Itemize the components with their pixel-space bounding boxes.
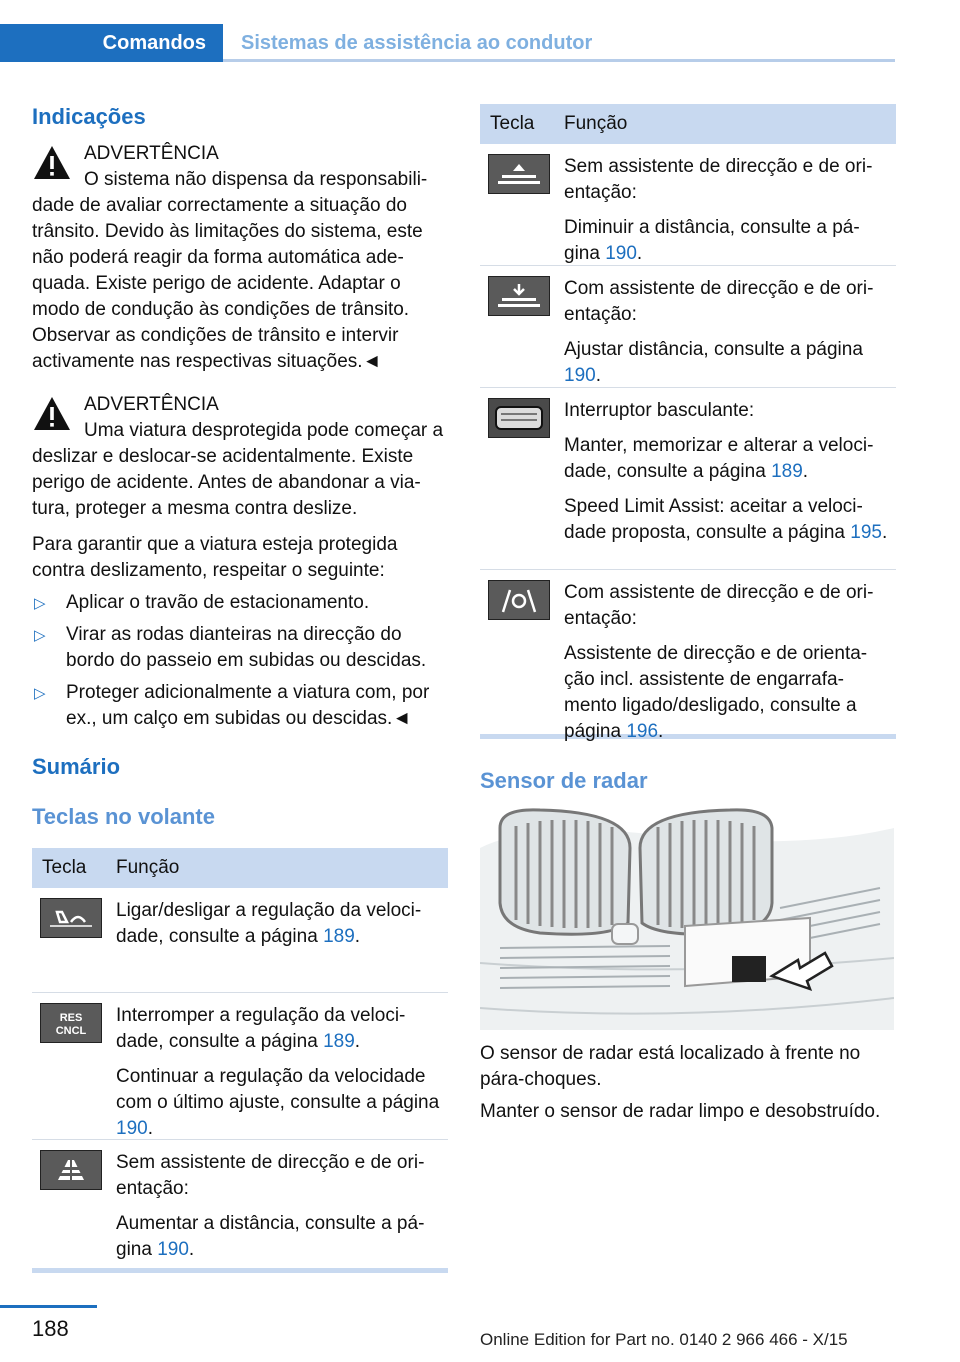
distance-adjust-icon[interactable]	[488, 276, 550, 316]
page-link[interactable]: 190	[605, 243, 637, 264]
table-row	[480, 570, 896, 742]
radar-heading: Sensor de radar	[480, 768, 648, 793]
bullet-text: Aplicar o travão de estacionamento.	[66, 592, 370, 613]
teclas-heading: Teclas no volante	[32, 804, 215, 829]
edition-text: Online Edition for Part no. 0140 2 966 466 - X/15	[480, 1330, 848, 1349]
row-text: Interromper a regulação da velocidade, consulte a página 189. Continuar a regulação da velocidade com o último ajuste, consulte a página 190.	[116, 1005, 440, 1139]
bullet-item	[32, 622, 448, 674]
warning-block-1	[32, 141, 448, 375]
chapter-label: Comandos	[102, 31, 206, 54]
page-link[interactable]: 195	[850, 522, 882, 543]
row-text: Sem assistente de direcção e de orientação: Aumentar a distância, consulte a página 190.	[116, 1152, 425, 1260]
row-text: Sem assistente de direcção e de orientação: Diminuir a distância, consulte a página 190.	[564, 156, 873, 264]
warning-triangle-icon	[32, 143, 72, 183]
table-row	[480, 144, 896, 266]
page-number: 188	[32, 1316, 69, 1341]
table-row	[480, 266, 896, 388]
row-text: Com assistente de direcção e de orientação: Ajustar distância, consulte a página 190.	[564, 278, 874, 386]
kidney-grille-right	[640, 810, 772, 934]
bullet-text: Virar as rodas dianteiras na direcção do bordo do passeio em subidas ou descidas.	[66, 624, 427, 671]
triangle-bullet-icon: ▷	[34, 627, 46, 644]
steering-keys-table	[32, 848, 448, 1273]
page-link[interactable]: 189	[323, 1031, 355, 1052]
radar-description-2: Manter o sensor de radar limpo e desobstruído.	[480, 1101, 881, 1122]
table-row	[480, 388, 896, 570]
col-header-funcao: Função	[564, 113, 628, 134]
kidney-grille-left	[500, 810, 630, 934]
bullet-text: Proteger adicionalmente a viatura com, por ex., um calço em subidas ou descidas.◄	[66, 682, 430, 729]
warning-triangle-icon	[32, 394, 72, 434]
para-garantir-text: Para garantir que a viatura esteja protegida contra deslizamento, respeitar o seguinte:	[32, 534, 398, 581]
col-header-tecla: Tecla	[42, 857, 87, 878]
section-label: Sistemas de assistência ao condutor	[241, 31, 593, 54]
page-link[interactable]: 189	[771, 461, 803, 482]
row-text: Interruptor basculante: Manter, memorizar e alterar a velocidade, consulte a página 189. Speed Limit Assist: aceitar a velocidade proposta, consulte a página 195.	[564, 400, 888, 543]
page-link[interactable]: 190	[116, 1118, 148, 1139]
col-header-funcao: Função	[116, 857, 180, 878]
table-header	[480, 104, 896, 144]
radar-description-1: O sensor de radar está localizado à frente no pára-choques.	[480, 1043, 861, 1090]
table-row	[32, 1140, 448, 1268]
page-link[interactable]: 189	[323, 926, 355, 947]
footer-line	[0, 1305, 97, 1308]
distance-decrease-icon[interactable]	[488, 154, 550, 194]
triangle-bullet-icon: ▷	[34, 595, 46, 612]
rocker-switch-icon[interactable]	[488, 398, 550, 438]
page-link[interactable]: 196	[626, 721, 659, 742]
radar-sensor	[732, 956, 766, 982]
page-link[interactable]: 190	[157, 1239, 189, 1260]
warning-2-text: Uma viatura desprotegida pode começar a deslizar e deslocar-se acidentalmente. Existe perigo de acidente. Antes de abandonar a viatura, proteger a mesma contra deslize.	[32, 420, 444, 519]
sumario-heading: Sumário	[32, 754, 121, 779]
distance-increase-icon[interactable]	[40, 1150, 102, 1190]
warning-2-title: ADVERTÊNCIA	[84, 394, 219, 415]
table-header	[32, 848, 448, 888]
steering-keys-table-continued	[480, 104, 896, 742]
row-text: Ligar/desligar a regulação da velocidade, consulte a página 189.	[116, 900, 422, 947]
svg-text:RES: RES	[59, 1012, 83, 1024]
bullet-item	[32, 680, 448, 732]
warning-1-text: O sistema não dispensa da responsabilidade de avaliar correctamente a situação do trânsito. Devido às limitações do sistema, este não poderá reagir da forma automática adequada. Existe perigo de acidente. Adaptar o modo de condução às condições de trânsito. Observar as condições de trânsito e intervir activamente nas respectivas situações.◄	[32, 169, 428, 372]
radar-sensor-image	[480, 808, 894, 1030]
speed-control-icon[interactable]	[40, 898, 102, 938]
res-cncl-icon[interactable]	[40, 1003, 102, 1043]
warning-1-title: ADVERTÊNCIA	[84, 143, 219, 164]
triangle-bullet-icon: ▷	[34, 685, 46, 702]
row-text: Com assistente de direcção e de orientação: Assistente de direcção e de orientação incl. assistente de engarrafamento ligado/desligado, consulte a página 196.	[564, 582, 874, 742]
page-link[interactable]: 190	[564, 365, 596, 386]
section-breadcrumb[interactable]	[241, 24, 592, 62]
table-end-bar	[32, 1268, 448, 1273]
table-row	[32, 888, 448, 993]
warning-block-2	[32, 392, 448, 522]
col-header-tecla: Tecla	[490, 113, 535, 134]
svg-text:CNCL: CNCL	[55, 1025, 87, 1037]
table-row	[32, 993, 448, 1140]
indicacoes-heading: Indicações	[32, 104, 146, 129]
bullet-item	[32, 590, 448, 616]
steering-assist-icon[interactable]	[488, 580, 550, 620]
chapter-tab[interactable]	[0, 24, 223, 62]
